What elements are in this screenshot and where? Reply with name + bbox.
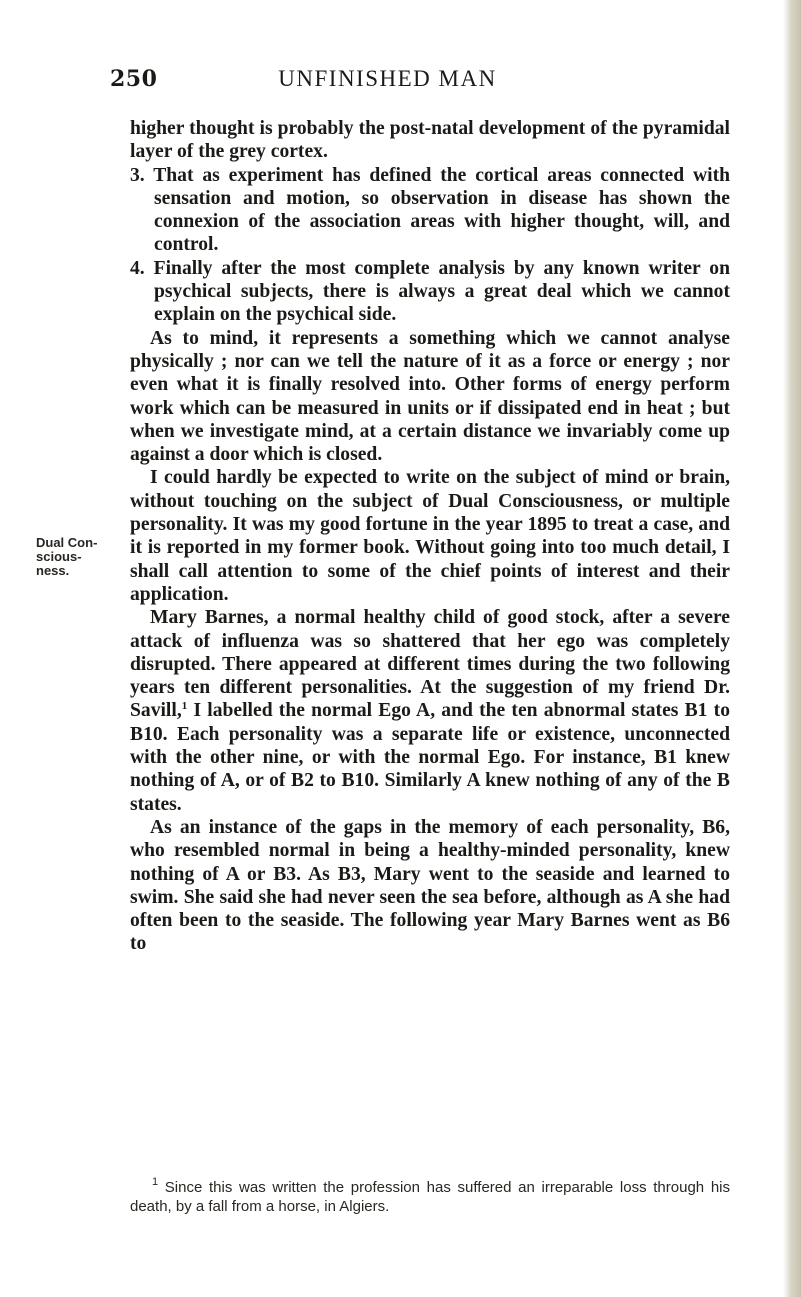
list-item-4: 4. Finally after the most complete analysis by any known writer on psychical subjects, there is always a great deal which we cannot explain on the psychical side. [130,257,730,326]
page-number: 250 [110,66,158,92]
marginal-note: Dual Consciousness. [36,535,98,578]
paragraph-memory-gaps: As an instance of the gaps in the memory of each personality, B6, who resembled normal in being a healthy-minded personality, knew nothing of A or B3. As B3, Mary went to the seaside and learned to swim. She said she had never seen the sea before, although as A she had often been to the seaside. The following year Mary Barnes went as B6 to [130,816,730,955]
paragraph-continuation: higher thought is probably the post-natal development of the pyramidal layer of the grey cortex. [130,118,730,163]
body-text [130,117,730,956]
paragraph-mary-barnes-part-2: I labelled the normal Ego A, and the ten abnormal states B1 to B10. Each personality was a separate life or existence, unconnected with the other nine, or with the normal Ego. For instance, B1 knew nothing of A, or of B2 to B10. Similarly A knew nothing of any of the B states. [130,700,730,815]
page-edge-shadow [783,0,801,1297]
paragraph-dual-consciousness: I could hardly be expected to write on the subject of mind or brain, without touching on the subject of Dual Consciousness, or multiple personality. It was my good fortune in the year 1895 to treat a case, and it is reported in my former book. Without going into too much detail, I shall call attention to some of the chief points of interest and their application. [130,467,730,605]
running-title: UNFINISHED MAN [278,66,497,91]
paragraph-mind: As to mind, it represents a something which we cannot analyse physically ; nor can we tell the nature of it as a force or energy ; nor even what it is finally resolved into. Other forms of energy perform work which can be measured in units or if dissipated end in heat ; but when we investigate mind, at a certain distance we invariably come up against a door which is closed. [130,327,730,466]
paragraph-mary-barnes-part-1: Mary Barnes, a normal healthy child of good stock, after a severe attack of influenza was so shattered that her ego was completely disrupted. There appeared at different times during the two following years ten different personalities. At the suggestion of my friend Dr. Savill, [130,607,730,722]
footnote-reference: 1 [181,700,188,713]
paragraph-mary-barnes [130,606,730,816]
list-item-3: 3. That as experiment has defined the cortical areas connected with sensation and motion, so observation in disease has shown the connexion of the association areas with higher thought, will, and control. [130,164,730,256]
footnote-text: Since this was written the profession has suffered an irreparable loss through his death, by a fall from a horse, in Algiers. [130,1179,730,1215]
page-header [110,66,720,102]
footnote [130,1178,730,1216]
footnote-marker: 1 [152,1176,159,1188]
